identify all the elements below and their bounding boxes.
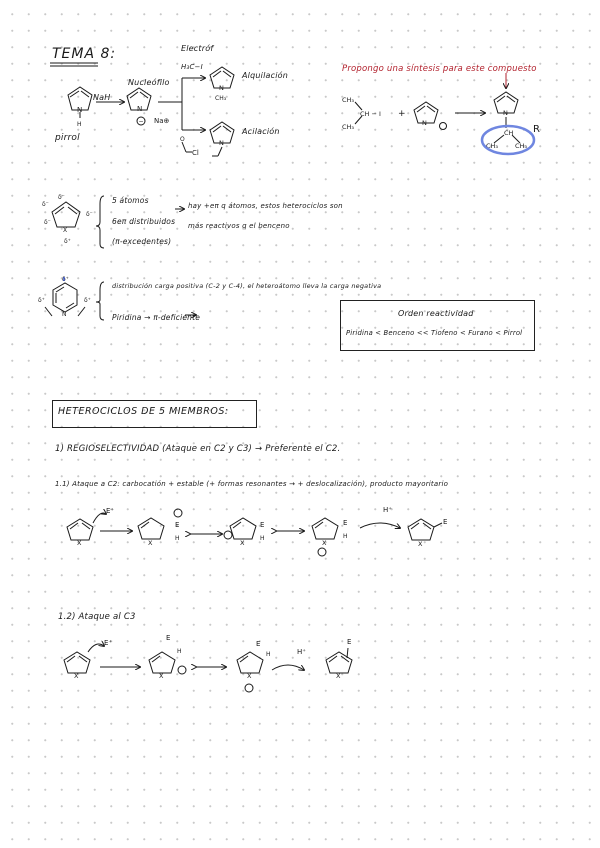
svg-text:X: X: [63, 227, 68, 234]
note-more-reactive-1: hay +eπ q átomos, estos heterociclos son: [188, 202, 343, 210]
svg-text:δ⁺: δ⁺: [62, 276, 69, 283]
reagent-ch3-bottom: CH₃: [342, 123, 355, 131]
svg-text:N: N: [422, 119, 427, 127]
acyl-chloride-cl: Cl: [192, 149, 199, 157]
svg-text:N: N: [62, 311, 67, 318]
h-c3-int1: H: [177, 648, 182, 655]
h-c2-int1: H: [175, 535, 180, 542]
n-methyl-label: CH₃: [215, 95, 227, 102]
reactivity-order-sequence: Piridina < Benceno << Tiofeno < Furano < Pirrol: [346, 329, 523, 337]
methyl-iodide-reagent: H₃C−I: [181, 63, 203, 71]
svg-text:N: N: [77, 106, 83, 114]
nucleofilo-label: Nucleófilo: [128, 78, 170, 87]
c3-attack-line: 1.2) Ataque al C3: [58, 612, 136, 622]
e-c2-int3: E: [343, 519, 348, 527]
svg-text:δ⁻: δ⁻: [58, 194, 65, 201]
electrofilo-label: Electróf: [181, 44, 214, 53]
svg-text:X: X: [77, 539, 82, 547]
sodium-cation: Na⊕: [154, 117, 170, 125]
note-6e-distributed: 6eπ distribuidos: [112, 217, 176, 226]
svg-text:δ⁻: δ⁻: [44, 219, 51, 226]
regioselectivity-line: 1) REGIOSELECTIVIDAD (Ataque en C2 y C3) → Preferente el C2.: [55, 444, 341, 454]
svg-text:X: X: [322, 539, 327, 547]
synthesis-prompt: Propongo una síntesis para este compuesto: [342, 64, 537, 74]
product-ch: CH: [504, 129, 514, 137]
alquilacion-label: Alquilación: [242, 71, 288, 80]
svg-text:X: X: [247, 672, 252, 680]
pirrol-label: pirrol: [55, 133, 80, 143]
c2-attack-line: 1.1) Ataque a C2: carbocatión + estable (+ formas resonantes → + deslocalización), producto mayoritario: [55, 480, 449, 488]
svg-text:δ⁺: δ⁺: [84, 297, 91, 304]
e-c3-int2: E: [256, 640, 261, 648]
svg-text:N: N: [137, 105, 143, 113]
h-c2-int3: H: [343, 533, 348, 540]
h-c2-int2: H: [260, 535, 265, 542]
acilacion-label: Acilación: [242, 127, 280, 136]
svg-text:X: X: [336, 672, 341, 680]
svg-text:N: N: [503, 109, 508, 117]
isopropyl-highlight: [482, 126, 534, 154]
svg-text:δ⁺: δ⁺: [64, 238, 71, 245]
heterocycles-title: HETEROCICLOS DE 5 MIEMBROS:: [58, 406, 229, 417]
e-c3-int1: E: [166, 634, 171, 642]
svg-text:δ⁺: δ⁺: [38, 297, 45, 304]
note-pi-excedentes: (π-excedentes): [112, 237, 172, 246]
svg-text:N: N: [219, 139, 224, 147]
svg-text:+: +: [398, 109, 406, 119]
e-c2-int2: E: [260, 521, 265, 529]
h-c3-int2: H: [266, 651, 271, 658]
svg-text:δ⁻: δ⁻: [86, 211, 93, 218]
nah-reagent: NaH: [93, 93, 111, 102]
e-c2-product: E: [443, 518, 448, 526]
note-pyridine-deficient: Piridina → π-deficiente: [112, 313, 201, 322]
note-5-atoms: 5 átomos: [112, 196, 149, 205]
svg-text:X: X: [240, 539, 245, 547]
reactivity-order-title: Orden reactividad: [398, 309, 474, 318]
reagent-ch3-top: CH₃: [342, 96, 355, 104]
e-c2-int1: E: [175, 521, 180, 529]
r-label: R: [533, 124, 540, 135]
svg-text:δ⁻: δ⁻: [42, 201, 49, 208]
eplus-c3: E⁺: [104, 639, 113, 647]
page-title: TEMA 8:: [52, 46, 117, 62]
hplus-c2: H⁺: [383, 506, 392, 514]
svg-text:X: X: [74, 672, 79, 680]
svg-text:N: N: [219, 84, 224, 92]
svg-text:X: X: [418, 540, 423, 548]
svg-text:X: X: [148, 539, 153, 547]
svg-text:X: X: [159, 672, 164, 680]
product-ch3-right: CH₃: [515, 142, 528, 150]
product-ch3-left: CH₃: [486, 142, 499, 150]
hplus-c3: H⁺: [297, 648, 306, 656]
svg-text:O: O: [180, 136, 185, 143]
svg-text:H: H: [77, 121, 82, 128]
svg-text:−: −: [138, 118, 144, 126]
eplus-c2: E⁺: [106, 507, 115, 515]
note-positive-charge: distribución carga positiva (C-2 y C-4), el heteroátomo lleva la carga negativa: [112, 282, 382, 290]
note-more-reactive-2: más reactivos q el benceno: [188, 222, 290, 230]
reagent-ch-i: CH − I: [360, 110, 381, 118]
e-c3-product: E: [347, 638, 352, 646]
